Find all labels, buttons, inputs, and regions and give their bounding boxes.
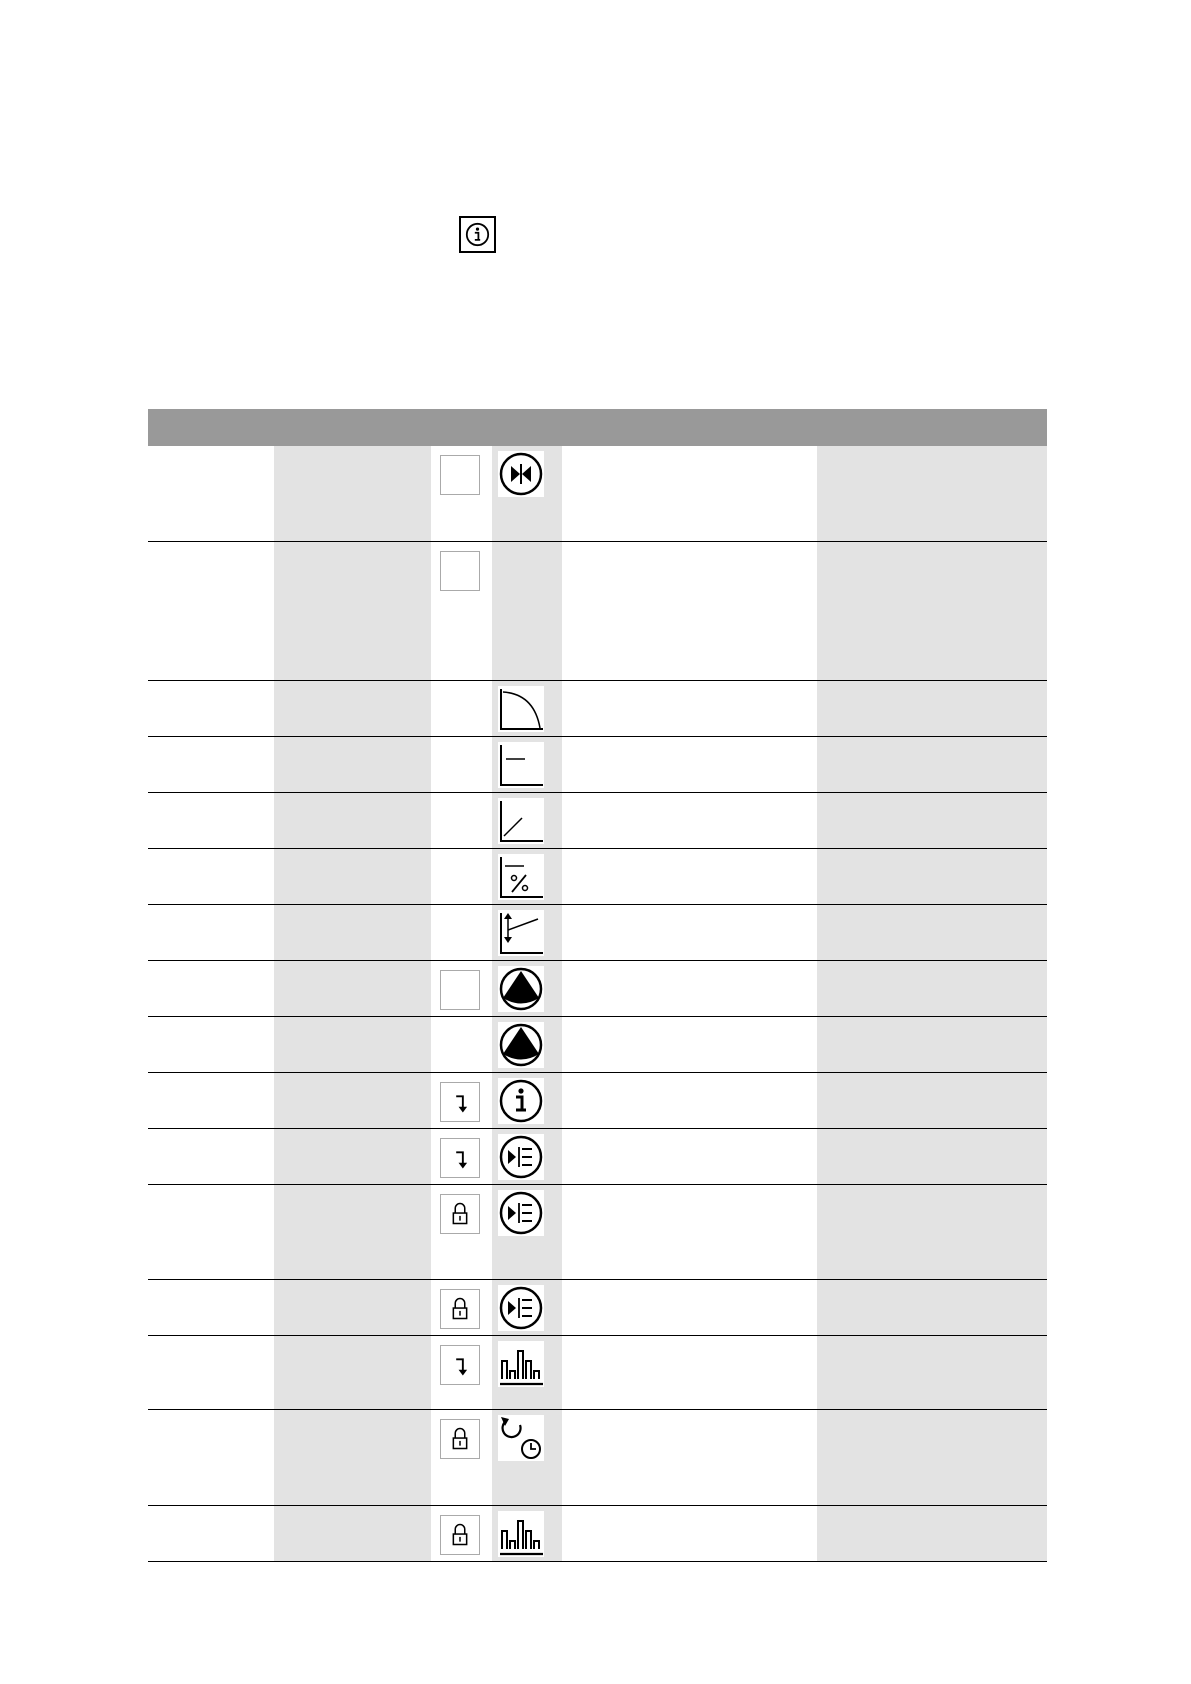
table-cell-col-2 [274,542,431,680]
table-cell-col-4 [492,542,562,680]
table-cell-col-5 [562,681,817,736]
table-cell-col-5 [562,1017,817,1072]
curve-linear-icon [498,798,544,844]
table-cell-col-5 [562,793,817,848]
table-cell-col-4 [492,793,562,848]
table-row [148,961,1047,1017]
table-cell-col-4 [492,681,562,736]
table-cell-col-6 [817,1185,1047,1279]
table-cell-col-4 [492,1280,562,1335]
pump-center-icon [498,451,544,497]
key-box [440,455,480,495]
table-cell-col-2 [274,1017,431,1072]
table-cell-col-1 [148,1129,274,1184]
table-row [148,1336,1047,1410]
table-row [148,1506,1047,1562]
table-cell-col-6 [817,681,1047,736]
table-cell-col-2 [274,1185,431,1279]
table-cell-col-6 [817,1506,1047,1561]
table-row [148,446,1047,542]
table-cell-col-5 [562,446,817,541]
table-cell-col-4 [492,1129,562,1184]
table-cell-col-3 [431,1280,492,1335]
table-cell-col-6 [817,849,1047,904]
table-cell-col-1 [148,446,274,541]
table-cell-col-1 [148,1410,274,1505]
table-cell-col-5 [562,737,817,792]
table-cell-col-3 [431,1073,492,1128]
table-cell-col-1 [148,1506,274,1561]
table-cell-col-4 [492,1506,562,1561]
table-cell-col-4 [492,1073,562,1128]
table-cell-col-6 [817,905,1047,960]
bar-chart-icon [498,1511,544,1557]
table-cell-col-3 [431,1336,492,1409]
table-cell-col-1 [148,681,274,736]
table-cell-col-6 [817,1280,1047,1335]
table-cell-col-3 [431,793,492,848]
table-cell-col-3 [431,681,492,736]
table-row [148,542,1047,681]
table-cell-col-3 [431,849,492,904]
table-body [148,446,1047,1562]
menu-list-icon [498,1285,544,1331]
table-cell-col-1 [148,849,274,904]
table-cell-col-4 [492,1410,562,1505]
table-cell-col-6 [817,1017,1047,1072]
table-cell-col-2 [274,1280,431,1335]
table-header [148,409,1047,446]
table-cell-col-3 [431,1506,492,1561]
lock-icon [440,1194,480,1234]
table-cell-col-2 [274,849,431,904]
table-cell-col-1 [148,1185,274,1279]
key-box [440,551,480,591]
table-cell-col-5 [562,849,817,904]
table-cell-col-6 [817,961,1047,1016]
table-cell-col-1 [148,1073,274,1128]
table-cell-col-3 [431,905,492,960]
table-cell-col-3 [431,1017,492,1072]
pump-triangle-icon [498,1022,544,1068]
curve-constant-icon [498,742,544,788]
table-cell-col-6 [817,1336,1047,1409]
table-cell-col-2 [274,1506,431,1561]
table-cell-col-6 [817,1410,1047,1505]
table-cell-col-2 [274,1129,431,1184]
table-cell-col-4 [492,961,562,1016]
table-cell-col-1 [148,905,274,960]
menu-list-icon [498,1134,544,1180]
table-cell-col-5 [562,1280,817,1335]
table-row [148,1017,1047,1073]
table-cell-col-1 [148,737,274,792]
menu-list-icon [498,1190,544,1236]
lock-icon [440,1289,480,1329]
table-cell-col-4 [492,737,562,792]
table-cell-col-3 [431,446,492,541]
table-cell-col-4 [492,446,562,541]
table-cell-col-3 [431,737,492,792]
parameter-table [148,409,1047,1562]
table-cell-col-5 [562,1185,817,1279]
table-cell-col-4 [492,1017,562,1072]
table-row [148,737,1047,793]
lock-icon [440,1419,480,1459]
table-cell-col-1 [148,793,274,848]
table-cell-col-5 [562,1410,817,1505]
curve-adjust-icon [498,910,544,956]
lock-icon [440,1515,480,1555]
table-row [148,1073,1047,1129]
curve-percent-icon [498,854,544,900]
table-cell-col-3 [431,1185,492,1279]
table-cell-col-2 [274,446,431,541]
pump-triangle-icon [498,966,544,1012]
table-cell-col-6 [817,1129,1047,1184]
table-row [148,1185,1047,1280]
arrow-down-icon [440,1345,480,1385]
table-cell-col-6 [817,793,1047,848]
table-cell-col-4 [492,1185,562,1279]
table-row [148,1410,1047,1506]
table-cell-col-3 [431,542,492,680]
table-cell-col-1 [148,961,274,1016]
table-cell-col-1 [148,1336,274,1409]
info-circle-icon [498,1078,544,1124]
table-row [148,793,1047,849]
table-row [148,1280,1047,1336]
curve-quarter-icon [498,686,544,732]
table-cell-col-6 [817,446,1047,541]
table-cell-col-2 [274,1073,431,1128]
table-cell-col-2 [274,905,431,960]
table-row [148,681,1047,737]
table-row [148,905,1047,961]
table-cell-col-4 [492,849,562,904]
key-box [440,970,480,1010]
table-cell-col-5 [562,1336,817,1409]
table-cell-col-6 [817,1073,1047,1128]
table-cell-col-5 [562,961,817,1016]
table-cell-col-5 [562,905,817,960]
table-cell-col-4 [492,1336,562,1409]
arrow-down-icon [440,1082,480,1122]
table-cell-col-2 [274,681,431,736]
table-cell-col-2 [274,961,431,1016]
table-cell-col-3 [431,961,492,1016]
table-cell-col-1 [148,1017,274,1072]
arrow-down-icon [440,1138,480,1178]
table-cell-col-4 [492,905,562,960]
table-cell-col-3 [431,1410,492,1505]
table-cell-col-5 [562,542,817,680]
table-cell-col-2 [274,1336,431,1409]
table-cell-col-5 [562,1073,817,1128]
table-cell-col-6 [817,542,1047,680]
table-cell-col-2 [274,793,431,848]
table-cell-col-2 [274,737,431,792]
bar-chart-icon [498,1341,544,1387]
table-cell-col-3 [431,1129,492,1184]
table-cell-col-2 [274,1410,431,1505]
restart-clock-icon [498,1415,544,1461]
table-cell-col-1 [148,1280,274,1335]
table-cell-col-6 [817,737,1047,792]
info-icon [459,216,496,253]
table-row [148,1129,1047,1185]
table-cell-col-5 [562,1506,817,1561]
table-cell-col-1 [148,542,274,680]
table-row [148,849,1047,905]
table-cell-col-5 [562,1129,817,1184]
